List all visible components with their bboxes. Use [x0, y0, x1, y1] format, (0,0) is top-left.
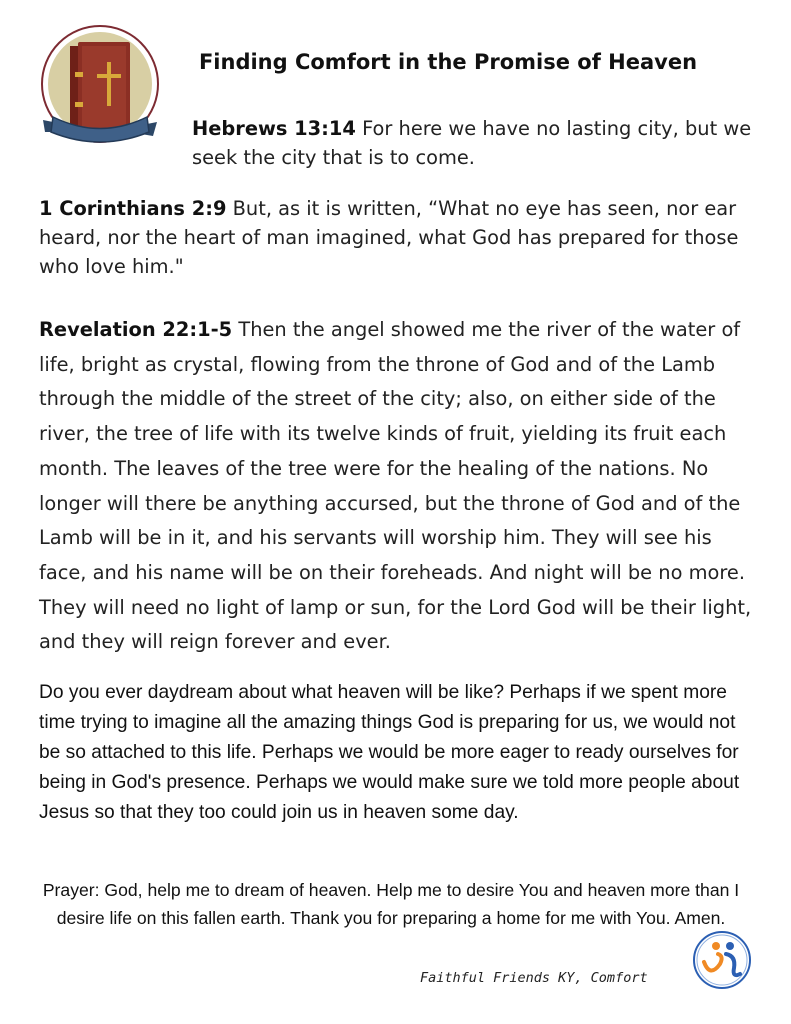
verse-reference: Hebrews 13:14: [192, 117, 356, 140]
bible-book-icon: [35, 22, 165, 157]
verse-revelation: [39, 313, 759, 660]
verse-text: For here we have no lasting city, but we seek the city that is to come.: [192, 117, 752, 169]
prayer-paragraph: Prayer: God, help me to dream of heaven. Help me to desire You and heaven more than I desire life on this fallen earth. Thank you for preparing a home for me with You. Amen.: [42, 880, 740, 928]
verse-corinthians: [39, 194, 759, 281]
verse-reference: 1 Corinthians 2:9: [39, 197, 227, 220]
verse-hebrews: [192, 114, 752, 172]
verse-reference: Revelation 22:1-5: [39, 318, 233, 341]
signature: Faithful Friends KY, Comfort: [420, 970, 648, 986]
verse-text: But, as it is written, “What no eye has seen, nor ear heard, nor the heart of man imagined, what God has prepared for those who love him.": [39, 197, 739, 278]
page-title: Finding Comfort in the Promise of Heaven: [198, 50, 698, 74]
reflection-paragraph: Do you ever daydream about what heaven will be like? Perhaps if we spent more time trying to imagine all the amazing things God is preparing for us, we would not be so attached to this life. Perhaps we would be more eager to ready ourselves for being in God's presence. Perhaps we would make sure we told more people about Jesus so that they too could join us in heaven some day.: [39, 682, 740, 823]
faithful-friends-logo-icon: [690, 928, 754, 992]
verse-text: Then the angel showed me the river of the water of life, bright as crystal, flowing from the throne of God and of the Lamb through the middle of the street of the city; also, on either side of the river, the tree of life with its twelve kinds of fruit, yielding its fruit each month. The leaves of the tree were for the healing of the nations. No longer will there be anything accursed, but the throne of God and of the Lamb will be in it, and his servants will worship him. They will see his face, and his name will be on their foreheads. And night will be no more. They will need no light of lamp or sun, for the Lord God will be their light, and they will reign forever and ever.: [39, 318, 752, 654]
